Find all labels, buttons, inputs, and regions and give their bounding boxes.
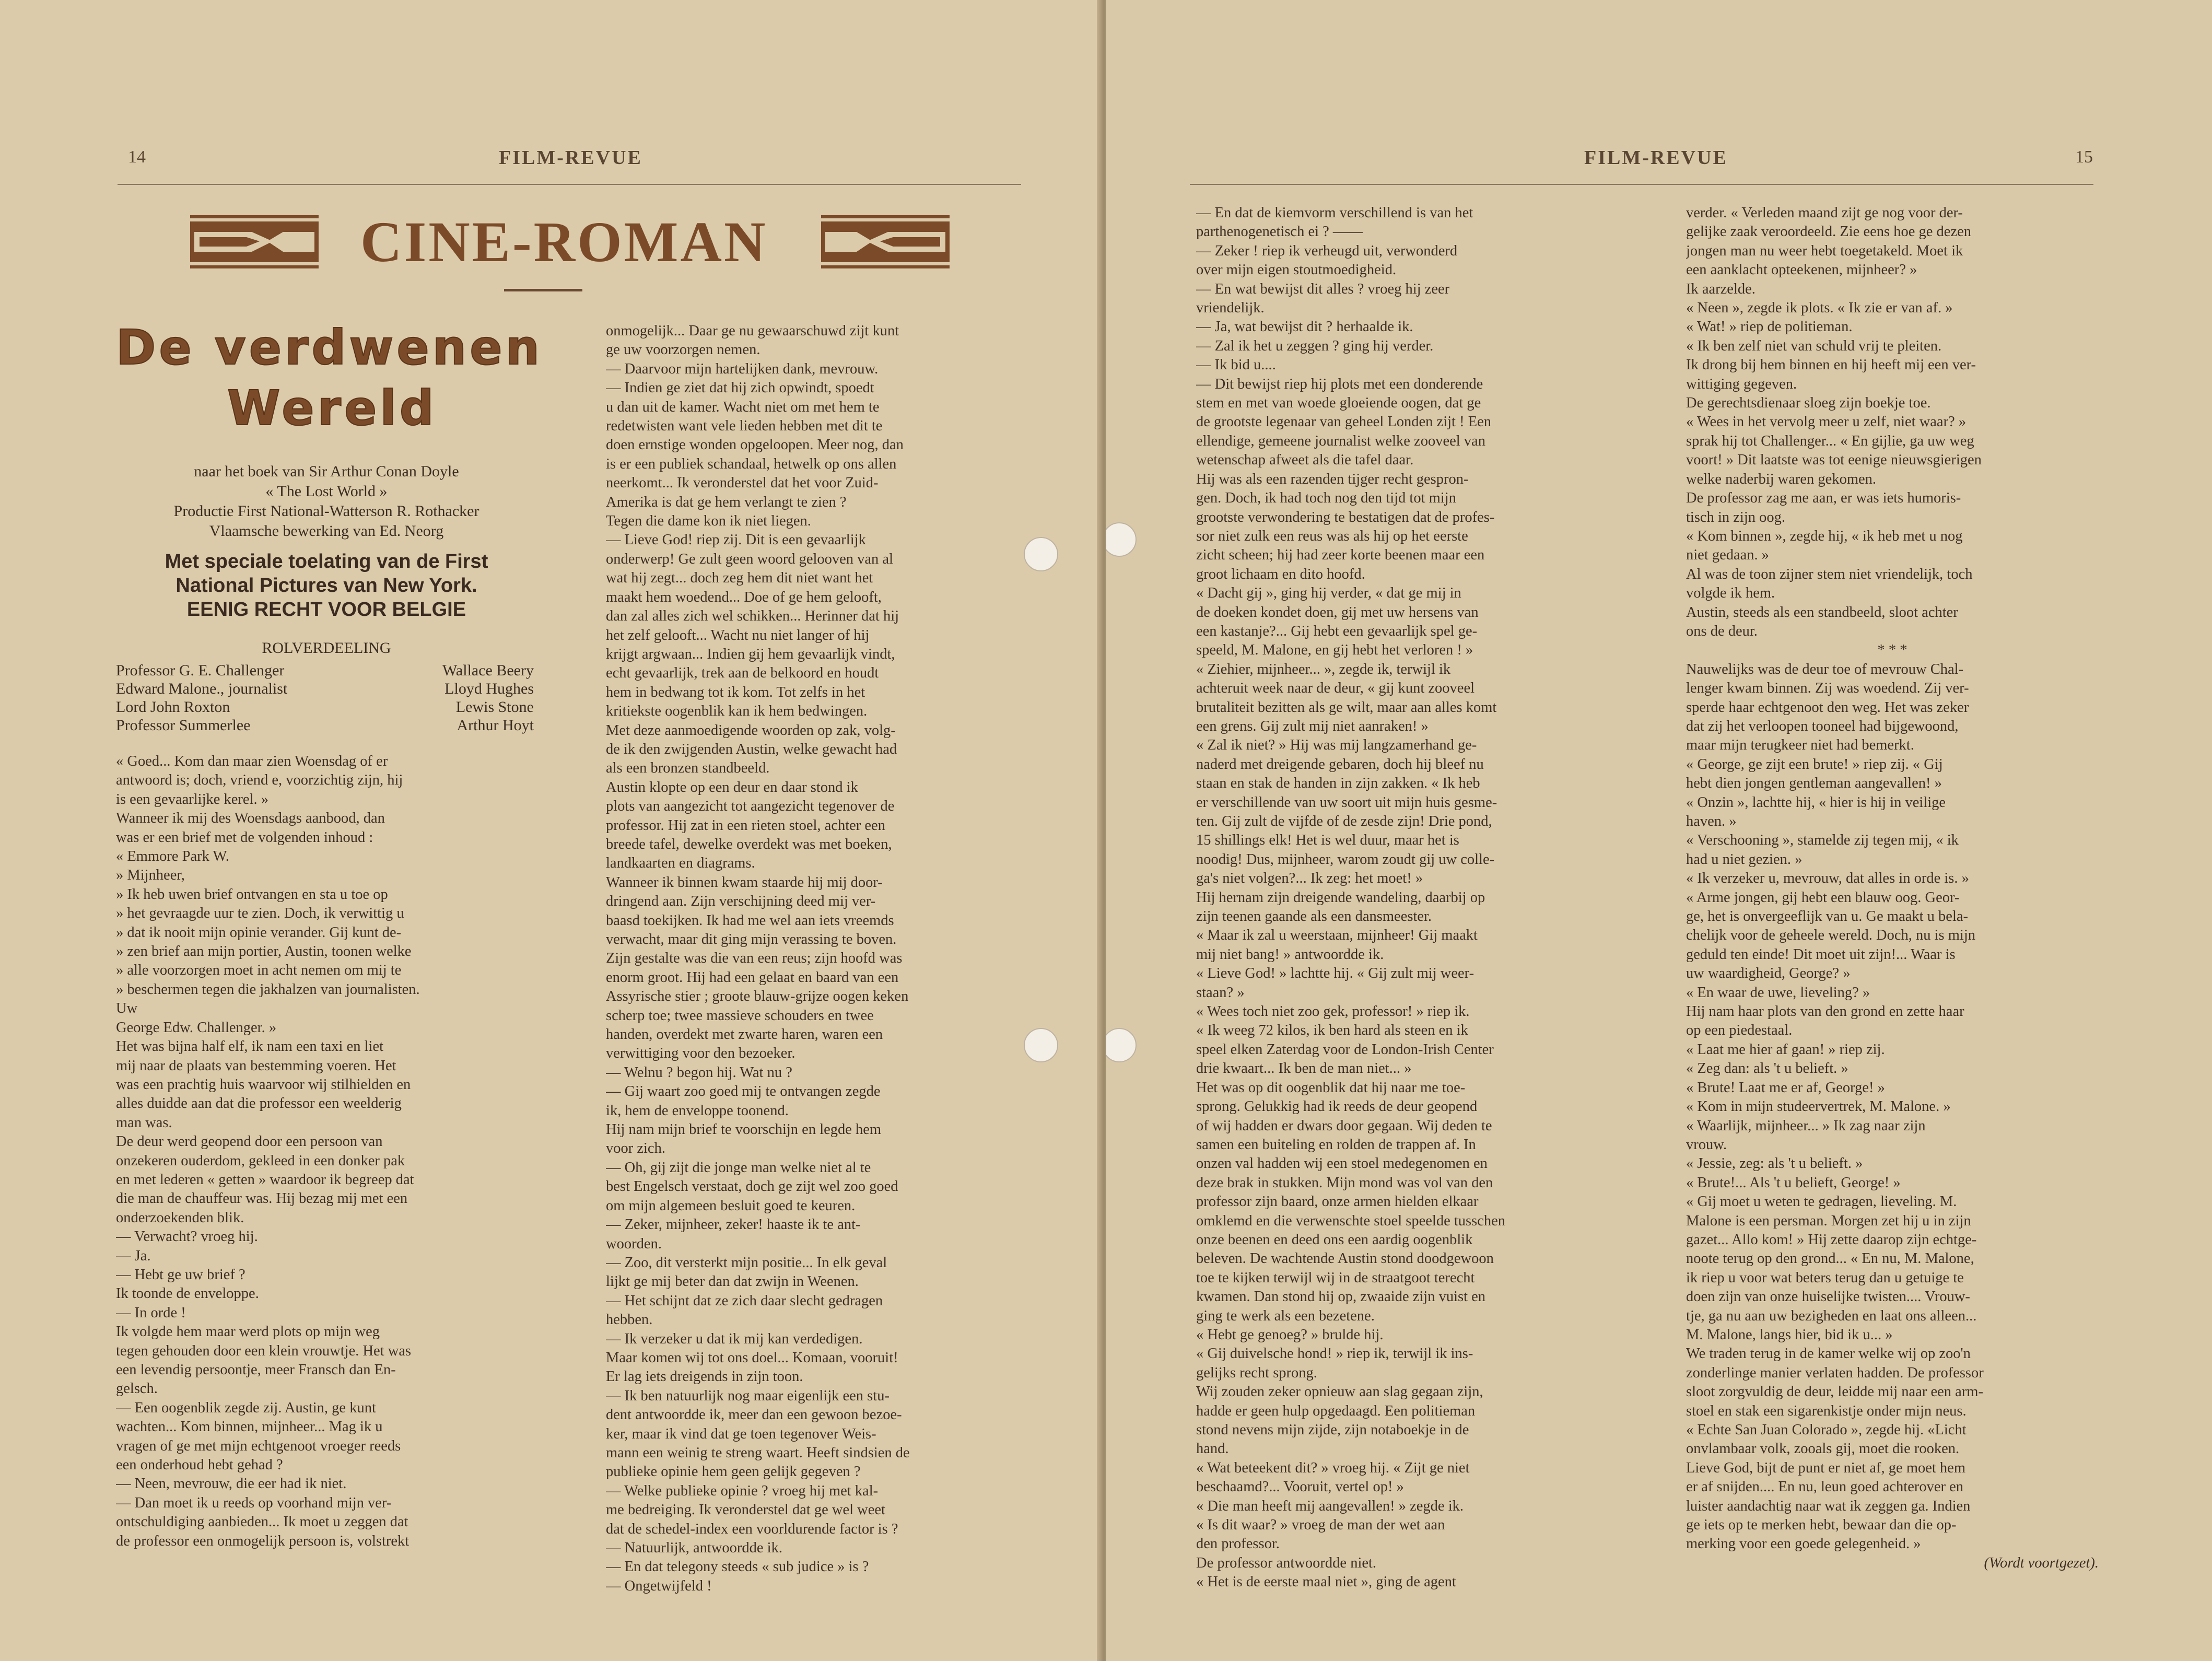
text-line: ellendige, gemeene journalist welke zooveel van (1196, 432, 1485, 449)
text-line: Hij was als een razenden tijger recht gespron- (1196, 471, 1469, 487)
text-line: Amerika is dat ge hem verlangt te zien ? (606, 494, 847, 510)
text-line: — Ja. (116, 1247, 151, 1264)
text-line: onderwerp! Ge zult geen woord gelooven van al (606, 551, 894, 567)
text-line: dan zal alles zich wel schikken... Herinner dat hij (606, 608, 899, 625)
text-line: haven. » (1686, 813, 1737, 829)
text-line: onze beenen en deed ons een aardig oogenblik (1196, 1231, 1473, 1248)
text-line: onderzoekenden blik. (116, 1209, 244, 1226)
text-line: Ik toonde de enveloppe. (116, 1285, 259, 1302)
text-line: — Zeker, mijnheer, zeker! haaste ik te ant- (606, 1216, 861, 1233)
text-line: de professor een onmogelijk persoon is, volstrekt (116, 1533, 409, 1549)
text-line: Ik aarzelde. (1686, 280, 1755, 297)
text-line: ik riep u voor wat beters terug dan u getuige te (1686, 1269, 1964, 1286)
text-line: » dat ik nooit mijn opinie verander. Gij kunt de- (116, 924, 402, 941)
cast-list (116, 661, 534, 734)
text-line: over mijn eigen stoutmoedigheid. (1196, 262, 1397, 278)
text-line: geduld ten einde! Dit moet uit zijn!... Waar is (1686, 946, 1956, 963)
text-line: — Dit bewijst riep hij plots met een donderende (1196, 376, 1483, 392)
text-line: man was. (116, 1114, 172, 1131)
punch-hole (1106, 1028, 1137, 1062)
text-line: — Gij waart zoo goed mij te ontvangen zegde (606, 1083, 881, 1100)
text-line: tegen gehouden door een klein vrouwtje. Het was (116, 1342, 412, 1359)
special-line: National Pictures van New York. (175, 575, 477, 596)
text-line: de ik den zwijgenden Austin, welke gewacht had (606, 741, 897, 757)
text-line: « Ziehier, mijnheer... », zegde ik, terwijl ik (1196, 661, 1451, 677)
text-line: naderd met dreigende gebaren, doch hij bleef nu (1196, 756, 1484, 773)
text-line: uw waardigheid, George? » (1686, 965, 1851, 982)
text-line: « Laat me hier af gaan! » riep zij. (1686, 1041, 1885, 1058)
cast-actor: Lewis Stone (455, 698, 534, 716)
text-line: zicht scheen; hij had zeer korte beenen maar een (1196, 547, 1485, 564)
text-line: stond nevens mijn zijde, zijn notaboekje in de (1196, 1422, 1469, 1438)
header-rule-right (1190, 184, 2093, 185)
text-line: Nauwelijks was de deur toe of mevrouw Chal- (1686, 661, 1964, 677)
text-line: beleven. De wachtende Austin stond doodgewoon (1196, 1250, 1494, 1267)
text-line: staan en stak de handen in zijn zakken. « Ik heb (1196, 775, 1480, 792)
cast-actor: Lloyd Hughes (444, 680, 534, 697)
text-line: De gerechtsdienaar sloeg zijn boekje toe. (1686, 395, 1931, 412)
text-line: » het gevraagde uur te zien. Doch, ik verwittig u (116, 905, 404, 922)
text-line: de grootste legenaar van geheel Londen zijt ! Een (1196, 414, 1492, 430)
text-line: onzekeren ouderdom, gekleed in een donker pak (116, 1152, 405, 1169)
text-line: Uw (116, 1000, 138, 1017)
cast-row (116, 716, 534, 734)
text-line: — Neen, mevrouw, die eer had ik niet. (116, 1476, 347, 1492)
text-line: « Goed... Kom dan maar zien Woensdag of er (116, 753, 388, 769)
text-line: achteruit week naar de deur, « gij kunt zooveel (1196, 680, 1475, 697)
text-line: zijn teenen gaande als een dansmeester. (1196, 908, 1432, 925)
text-line: vrouw. (1686, 1136, 1727, 1153)
ornament-right-icon (820, 211, 951, 273)
punch-hole (1024, 537, 1058, 571)
text-line: mij niet bang! » antwoordde ik. (1196, 946, 1384, 963)
right-column-1 (1196, 204, 1614, 1592)
text-line: lijkt ge mij beter dan dat zwijn in Weenen. (606, 1273, 859, 1290)
running-head-right: FILM-REVUE (1584, 147, 1728, 169)
text-line: Er lag iets dreigends in zijn toon. (606, 1368, 803, 1385)
text-line: scherp toe; twee massieve schouders en twee (606, 1007, 874, 1024)
text-line: — Zoo, dit versterkt mijn positie... In elk geval (606, 1254, 887, 1271)
credits-block (107, 462, 546, 541)
text-line: — Zal ik het u zeggen ? ging hij verder. (1196, 337, 1434, 354)
text-line: wittiging gegeven. (1686, 376, 1797, 392)
text-line: hebben. (606, 1312, 653, 1328)
text-line: echt gevaarlijk, trek aan de belkoord en houdt (606, 665, 879, 682)
text-line: is een gevaarlijke kerel. » (116, 791, 268, 808)
text-line: Austin, steeds als een standbeeld, sloot achter (1686, 604, 1958, 621)
text-line: merking voor een goede gelegenheid. » (1686, 1536, 1921, 1552)
text-line: « Is dit waar? » vroeg de man der wet aan (1196, 1517, 1445, 1534)
text-line: — En dat telegony steeds « sub judice » is ? (606, 1559, 869, 1575)
text-line: handen, overdekt met zwarte haren, waren een (606, 1026, 883, 1043)
text-line: « Het is de eerste maal niet », ging de agent (1196, 1574, 1456, 1590)
text-line: dat zij het verloopen tooneel had bijgewoond, (1686, 718, 1959, 734)
text-line: * * * (1877, 642, 1907, 659)
credit-line: « The Lost World » (265, 483, 388, 500)
text-line: « Neen », zegde ik plots. « Ik zie er van af. » (1686, 300, 1953, 317)
special-line: EENIG RECHT VOOR BELGIE (186, 599, 466, 621)
text-line: professor. Hij zat in een rieten stoel, achter een (606, 817, 885, 834)
text-line: « Jessie, zeg: als 't u belieft. » (1686, 1155, 1863, 1172)
text-line: sor niet zulk een reus was als hij op het eerste (1196, 528, 1468, 544)
text-line: — Welnu ? begon hij. Wat nu ? (606, 1064, 792, 1081)
left-column-2 (606, 322, 1019, 1596)
text-line: wat hij zegt... doch zeg hem dit niet want het (606, 570, 873, 587)
text-line: ker, maar ik vind dat ge toen tegenover Weis- (606, 1425, 876, 1442)
cast-row (116, 698, 534, 716)
text-line: — Lieve God! riep zij. Dit is een gevaarlijk (606, 532, 866, 548)
cast-role: Lord John Roxton (116, 698, 230, 716)
text-line: « En waar de uwe, lieveling? » (1686, 984, 1870, 1001)
text-line: — In orde ! (116, 1304, 186, 1321)
text-line: « Gij duivelsche hond! » riep ik, terwijl ik ins- (1196, 1346, 1473, 1362)
text-line: Wanneer ik binnen kwam staarde hij mij door- (606, 874, 883, 891)
text-line: ge uw voorzorgen nemen. (606, 342, 760, 358)
text-line: die man de chauffeur was. Hij bezag mij met een (116, 1190, 408, 1207)
text-line: volgde ik hem. (1686, 585, 1775, 602)
text-line: (Wordt voortgezet). (1984, 1554, 2099, 1571)
text-line: redetwisten want vele lieden hebben met dit te (606, 418, 883, 435)
text-line: toe te kijken terwijl wij in de straatgoot terecht (1196, 1269, 1475, 1286)
text-line: chelijk voor de geheele wereld. Doch, nu is mijn (1686, 927, 1975, 944)
text-line: kritiekste oogenblik kan ik hem bedwingen. (606, 703, 868, 720)
text-line: vragen of ge met mijn echtgenoot vroeger reeds (116, 1437, 401, 1454)
text-line: gazet... Allo kom! » Hij zette daarop zijn echtge- (1686, 1231, 1977, 1248)
text-line: deze brak in stukken. Mijn mond was vol van den (1196, 1174, 1493, 1191)
text-line: best Engelsch verstaat, doch ge zijt wel zoo goed (606, 1178, 898, 1195)
text-line: De professor antwoordde niet. (1196, 1554, 1377, 1571)
text-line: — Daarvoor mijn hartelijken dank, mevrouw. (606, 360, 879, 377)
header-rule-left (118, 184, 1021, 185)
text-line: « Lieve God! » lachtte hij. « Gij zult mij weer- (1196, 965, 1474, 982)
text-line: u dan uit de kamer. Wacht niet om met hem te (606, 399, 880, 415)
text-line: tisch in zijn oog. (1686, 509, 1785, 525)
text-line: sloot zorgvuldig de deur, leidde mij naar een arm- (1686, 1384, 1983, 1400)
text-line: — En wat bewijst dit alles ? vroeg hij zeer (1196, 280, 1450, 297)
text-line: mann een weinig te streng waart. Heeft sindsien de (606, 1444, 910, 1461)
text-line: » zen brief aan mijn portier, Austin, toonen welke (116, 943, 412, 960)
text-line: of wij hadden er dwars door gegaan. Wij deden te (1196, 1117, 1492, 1134)
text-line: is er een publiek schandaal, hetwelk op ons allen (606, 455, 897, 472)
cast-actor: Arthur Hoyt (457, 717, 534, 734)
text-line: groot lichaam en dito hoofd. (1196, 566, 1365, 582)
text-line: — Het schijnt dat ze zich daar slecht gedragen (606, 1292, 883, 1309)
text-line: staan? » (1196, 984, 1245, 1001)
cast-actor: Wallace Beery (442, 662, 534, 679)
text-line: beschaamd?... Vooruit, vertel op! » (1196, 1479, 1404, 1495)
text-line: — Dan moet ik u reeds op voorhand mijn ver- (116, 1494, 392, 1511)
text-line: professor zijn baard, onze armen hielden elkaar (1196, 1194, 1479, 1210)
text-line: Ik drong bij hem binnen en hij heeft mij een ver- (1686, 357, 1976, 373)
text-line: luister aandachtig naar wat ik zeggen ga. Indien (1686, 1498, 1971, 1514)
special-permission (107, 549, 546, 622)
text-line: « Kom binnen », zegde hij, « ik heb met u nog (1686, 528, 1963, 544)
punch-hole (1106, 522, 1137, 557)
banner-rule (504, 289, 582, 291)
text-line: « Brute!... Als 't u belieft, George! » (1686, 1174, 1901, 1191)
text-line: voor zich. (606, 1140, 665, 1157)
text-line: wachten... Kom binnen, mijnheer... Mag ik u (116, 1419, 383, 1435)
text-line: ge, het is onvergeeflijk van u. Ge maakt u bela- (1686, 908, 1968, 925)
text-line: hadde er geen hulp opgedaagd. Een politieman (1196, 1402, 1476, 1419)
text-line: welke naderbij waren gekomen. (1686, 471, 1877, 487)
text-line: « Verschooning », stamelde zij tegen mij, « ik (1686, 832, 1959, 849)
text-line: Al was de toon zijner stem niet vriendelijk, toch (1686, 566, 1973, 582)
left-page (0, 0, 1102, 1661)
text-line: « Onzin », lachtte hij, « hier is hij in veilige (1686, 794, 1946, 811)
ornament-left-icon (189, 211, 320, 273)
text-line: gen. Doch, ik had toch nog den tijd tot mijn (1196, 490, 1456, 507)
text-line: tje, ga nu aan uw bezigheden en laat ons alleen... (1686, 1307, 1977, 1324)
text-line: — Welke publieke opinie ? vroeg hij met kal- (606, 1482, 879, 1499)
text-line: dat de schedel-index een voorldurende factor is ? (606, 1520, 898, 1537)
text-line: Hij nam haar plots van den grond en zette haar (1686, 1003, 1964, 1020)
text-line: Wanneer ik mij des Woensdags aanbood, dan (116, 810, 385, 827)
text-line: speeld, M. Malone, en gij hebt het verloren ! » (1196, 642, 1473, 659)
text-line: neerkomt... Ik veronderstel dat het voor Zuid- (606, 475, 879, 492)
text-line: « Zal ik niet? » Hij was mij langzamerhand ge- (1196, 737, 1477, 754)
text-line: lenger kwam binnen. Zij was woedend. Zij ver- (1686, 680, 1969, 697)
text-line: een grens. Gij zult mij niet aanraken! » (1196, 718, 1429, 734)
text-line: noodig! Dus, mijnheer, warom zoudt gij uw colle- (1196, 851, 1495, 868)
text-line: Malone is een persman. Morgen zet hij u in zijn (1686, 1212, 1971, 1229)
text-line: Tegen die dame kon ik niet liegen. (606, 513, 811, 530)
text-line: mij naar de plaats van bestemming voeren. Het (116, 1057, 396, 1074)
text-line: « Ik verzeker u, mevrouw, dat alles in orde is. » (1686, 870, 1969, 887)
text-line: Hij hernam zijn dreigende wandeling, daarbij op (1196, 889, 1485, 906)
text-line: ontschuldiging aanbieden... Ik moet u zeggen dat (116, 1514, 408, 1530)
text-line: maar mijn terugkeer niet had bemerkt. (1686, 737, 1914, 754)
text-line: en met lederen « getten » waardoor ik begreep dat (116, 1171, 414, 1188)
text-line: sperde haar echtgenoot den weg. Het was zeker (1686, 699, 1969, 716)
text-line: gelijks recht sprong. (1196, 1364, 1317, 1381)
text-line: « Ik ben zelf niet van schuld vrij te pleiten. (1686, 337, 1942, 354)
text-line: was een prachtig huis waarvoor wij stilhielden en (116, 1076, 411, 1093)
text-line: doen zijn van onze huiselijke twisten.... Vrouw- (1686, 1289, 1970, 1305)
credit-line: Vlaamsche bewerking van Ed. Neorg (209, 522, 444, 540)
text-line: stem en met van woede gloeiende oogen, dat ge (1196, 395, 1481, 412)
text-line: ga's niet volgen?... Ik zeg: het moet! » (1196, 870, 1423, 887)
text-line: — Ongetwijfeld ! (606, 1577, 712, 1594)
text-line: M. Malone, langs hier, bid ik u... » (1686, 1326, 1893, 1343)
text-line: ons de deur. (1686, 623, 1758, 639)
text-line: op een piedestaal. (1686, 1022, 1793, 1039)
text-line: de doeken kondet doen, gij met uw hersens van (1196, 604, 1479, 621)
text-line: alles duidde aan dat die professor een weelderig (116, 1095, 402, 1112)
text-line: plots van aangezicht tot aangezicht tegenover de (606, 798, 895, 815)
text-line: noote terug op den grond... « En nu, M. Malone, (1686, 1250, 1974, 1267)
text-line: kwamen. Dan stond hij op, zwaaide zijn vuist en (1196, 1289, 1486, 1305)
text-line: — Een oogenblik zegde zij. Austin, ge kunt (116, 1399, 376, 1416)
text-line: « Dacht gij », ging hij verder, « dat ge mij in (1196, 585, 1461, 602)
text-line: — Hebt ge uw brief ? (116, 1266, 245, 1283)
text-line: had u niet gezien. » (1686, 851, 1803, 868)
text-line: « Wees toch niet zoo gek, professor! » riep ik. (1196, 1003, 1470, 1020)
text-line: baasd toekijken. Ik had me wel aan iets vreemds (606, 912, 894, 929)
text-line: Het was op dit oogenblik dat hij naar me toe- (1196, 1079, 1466, 1096)
text-line: — En dat de kiemvorm verschillend is van het (1196, 205, 1473, 221)
story-title-line2: Wereld (227, 380, 437, 436)
text-line: grootste verwondering te bestatigen dat de profes- (1196, 509, 1495, 525)
text-line: Lieve God, bijt de punt er niet af, ge moet hem (1686, 1459, 1966, 1476)
cast-heading: ROLVERDEELING (262, 639, 391, 657)
text-line: enorm groot. Hij had een gelaat en baard van een (606, 969, 899, 986)
text-line: onvlambaar volk, zooals gij, moet die rooken. (1686, 1441, 1960, 1457)
text-line: « Brute! Laat me er af, George! » (1686, 1079, 1885, 1096)
text-line: parthenogenetisch ei ? —— (1196, 224, 1363, 240)
text-line: publieke opinie hem geen gelijk gegeven ? (606, 1464, 861, 1480)
text-line: — Zeker ! riep ik verheugd uit, verwonderd (1196, 242, 1458, 259)
text-line: Maar komen wij tot ons doel... Komaan, vooruit! (606, 1349, 898, 1366)
text-line: een kastanje?... Gij hebt een gevaarlijk spel ge- (1196, 623, 1478, 639)
text-line: — Ja, wat bewijst dit ? herhaalde ik. (1196, 319, 1413, 335)
text-line: — Ik verzeker u dat ik mij kan verdedigen. (606, 1330, 863, 1347)
text-line: « Emmore Park W. (116, 848, 229, 865)
cast-role: Professor G. E. Challenger (116, 662, 285, 679)
text-line: stoel en stak een sigarenkistje onder mijn neus. (1686, 1402, 1967, 1419)
text-line: jongen man nu weer hebt toegetakeld. Moet ik (1686, 242, 1963, 259)
text-line: » beschermen tegen die jakhalzen van journalisten. (116, 981, 420, 998)
page-number-left: 14 (128, 147, 146, 167)
text-line: « Echte San Juan Colorado », zegde hij. «Licht (1686, 1422, 1967, 1438)
special-line: Met speciale toelating van de First (165, 551, 488, 572)
text-line: me bedreiging. Ik veronderstel dat ge wel weet (606, 1502, 885, 1518)
text-line: was er een brief met de volgenden inhoud : (116, 829, 373, 846)
section-banner: CINE-ROMAN (360, 210, 768, 274)
text-line: ik, hem de enveloppe toonend. (606, 1102, 789, 1119)
text-line: We traden terug in de kamer welke wij op zoo'n (1686, 1346, 1971, 1362)
text-line: » Mijnheer, (116, 867, 185, 884)
running-head-left: FILM-REVUE (499, 147, 642, 169)
text-line: gelsch. (116, 1381, 158, 1397)
text-line: Het was bijna half elf, ik nam een taxi en liet (116, 1038, 384, 1055)
text-line: verwacht, maar dit ging mijn verassing te boven. (606, 931, 897, 948)
text-line: hebt dien jongen gentleman aangevallen! » (1686, 775, 1942, 792)
credit-line: Productie First National-Watterson R. Rothacker (173, 502, 479, 520)
cast-row (116, 680, 534, 698)
text-line: « Maar ik zal u weerstaan, mijnheer! Gij maakt (1196, 927, 1478, 944)
text-line: om mijn algemeen besluit goed te keuren. (606, 1197, 856, 1214)
text-line: onzen val hadden wij een stoel medegenomen en (1196, 1155, 1488, 1172)
text-line: « Wees in het vervolg meer u zelf, niet waar? » (1686, 414, 1967, 430)
text-line: als een bronzen standbeeld. (606, 760, 770, 777)
text-line: « Hebt ge genoeg? » brulde hij. (1196, 1326, 1384, 1343)
text-line: onmogelijk... Daar ge nu gewaarschuwd zijt kunt (606, 323, 899, 339)
text-line: niet gedaan. » (1686, 547, 1770, 564)
text-line: » alle voorzorgen moet in acht nemen om mij te (116, 962, 402, 979)
text-line: antwoord is; doch, vriend e, voorzichtig zijn, hij (116, 772, 403, 789)
text-line: voort! » Dit laatste was tot eenige nieuwsgierigen (1686, 452, 1982, 469)
text-line: den professor. (1196, 1536, 1280, 1552)
text-line: « Die man heeft mij aangevallen! » zegde ik. (1196, 1498, 1464, 1514)
text-line: De professor zag me aan, er was iets humoris- (1686, 490, 1961, 507)
cast-role: Edward Malone., journalist (116, 680, 288, 697)
text-line: een levendig persoontje, meer Fransch dan En- (116, 1362, 396, 1378)
text-line: « Arme jongen, gij hebt een blauw oog. Geor- (1686, 889, 1960, 906)
text-line: De deur werd geopend door een persoon van (116, 1133, 383, 1150)
text-line: landkaarten en diagrams. (606, 855, 755, 872)
text-line: « Kom in mijn studeervertrek, M. Malone. » (1686, 1098, 1951, 1115)
text-line: Zijn gestalte was die van een reus; zijn hoofd was (606, 950, 903, 967)
text-line: krijgt argwaan... Indien gij hem gevaarlijk vindt, (606, 646, 895, 662)
text-line: er af snijden.... En nu, leun goed achterover en (1686, 1479, 1964, 1495)
text-line: een onderhoud hebt gehad ? (116, 1457, 283, 1473)
text-line: « George, ge zijt een brute! » riep zij. « Gij (1686, 756, 1943, 773)
text-line: — Ik ben natuurlijk nog maar eigenlijk een stu- (606, 1387, 890, 1404)
text-line: Assyrische stier ; groote blauw-grijze oogen keken (606, 988, 909, 1005)
cast-row (116, 661, 534, 680)
text-line: doen ernstige wonden opgeloopen. Meer nog, dan (606, 437, 904, 453)
text-line: verwittiging voor den bezoeker. (606, 1045, 795, 1062)
text-line: het zelf gelooft... Wacht nu niet langer of hij (606, 627, 870, 644)
credit-line: naar het boek van Sir Arthur Conan Doyle (194, 463, 459, 480)
text-line: ging te werk als een bezetene. (1196, 1307, 1375, 1324)
text-line: Met deze aanmoedigende woorden op zak, volg- (606, 722, 896, 739)
text-line: brutaliteit bezitten als ge wilt, maar aan alles komt (1196, 699, 1497, 716)
text-line: breede tafel, dewelke overdekt was met boeken, (606, 836, 892, 852)
text-line: hand. (1196, 1441, 1229, 1457)
text-line: « Gij moet u weten te gedragen, lieveling. M. (1686, 1194, 1957, 1210)
text-line: een aanklacht opteekenen, mijnheer? » (1686, 262, 1917, 278)
text-line: ten. Gij zult de vijfde of de zesde zijn! Drie pond, (1196, 813, 1492, 829)
text-line: drie kwaart... Ik ben de man niet... » (1196, 1060, 1412, 1077)
text-line: George Edw. Challenger. » (116, 1019, 277, 1036)
text-line: « Wat! » riep de politieman. (1686, 319, 1853, 335)
text-line: vriendelijk. (1196, 300, 1265, 317)
text-line: « Wat beteekent dit? » vroeg hij. « Zijt ge niet (1196, 1459, 1470, 1476)
text-line: Ik volgde hem maar werd plots op mijn weg (116, 1324, 380, 1340)
cast-role: Professor Summerlee (116, 717, 251, 734)
text-line: wetenschap afweet als die tafel daar. (1196, 452, 1414, 469)
text-line: — Natuurlijk, antwoordde ik. (606, 1540, 782, 1556)
text-line: — Indien ge ziet dat hij zich opwindt, spoedt (606, 380, 874, 396)
text-line: Wij zouden zeker opnieuw aan slag gegaan zijn, (1196, 1384, 1483, 1400)
text-line: er verschillende van uw soort uit mijn huis gesme- (1196, 794, 1497, 811)
text-line: dent antwoordde ik, meer dan een gewoon bezoe- (606, 1407, 902, 1423)
text-line: hem in bedwang tot ik kom. Tot zelfs in het (606, 684, 865, 700)
text-line: « Waarlijk, mijnheer... » Ik zag naar zijn (1686, 1117, 1926, 1134)
text-line: « Ik weeg 72 kilos, ik ben hard als steen en ik (1196, 1022, 1468, 1039)
text-line: omklemd en die verwenschte stoel speelde tusschen (1196, 1212, 1505, 1229)
text-line: ge iets op te merken hebt, bewaar dan die op- (1686, 1517, 1957, 1534)
text-line: » Ik heb uwen brief ontvangen en sta u toe op (116, 886, 388, 903)
left-column-1 (116, 752, 534, 1551)
text-line: Austin klopte op een deur en daar stond ik (606, 779, 858, 796)
punch-hole (1024, 1028, 1058, 1062)
text-line: samen een buiteling en rolden de trappen af. In (1196, 1136, 1476, 1153)
text-line: sprong. Gelukkig had ik reeds de deur geopend (1196, 1098, 1478, 1115)
text-line: sprak hij tot Challenger... « En gijlie, ga uw weg (1686, 432, 1974, 449)
story-title-line1: De verdwenen (116, 320, 543, 376)
text-line: speel elken Zaterdag voor de London-Irish Center (1196, 1041, 1494, 1058)
right-page (1106, 0, 2212, 1661)
text-line: 15 shillings elk! Het is wel duur, maar het is (1196, 832, 1459, 849)
text-line: — Ik bid u.... (1196, 357, 1276, 373)
text-line: gelijke zaak veroordeeld. Zie eens hoe ge dezen (1686, 224, 1971, 240)
text-line: dringend aan. Zijn verschijning deed mij ver- (606, 893, 876, 910)
text-line: — Verwacht? vroeg hij. (116, 1229, 258, 1245)
text-line: « Zeg dan: als 't u belieft. » (1686, 1060, 1848, 1077)
text-line: verder. « Verleden maand zijt ge nog voor der- (1686, 205, 1963, 221)
text-line: — Oh, gij zijt die jonge man welke niet al te (606, 1159, 871, 1176)
text-line: zonderlinge manier verlaten hadden. De professor (1686, 1364, 1984, 1381)
text-line: maakt hem woedend... Doe of ge hem gelooft, (606, 589, 882, 605)
page-number-right: 15 (2075, 147, 2093, 167)
right-column-2 (1686, 204, 2099, 1573)
text-line: Hij nam mijn brief te voorschijn en legde hem (606, 1121, 882, 1138)
text-line: woorden. (606, 1235, 662, 1252)
